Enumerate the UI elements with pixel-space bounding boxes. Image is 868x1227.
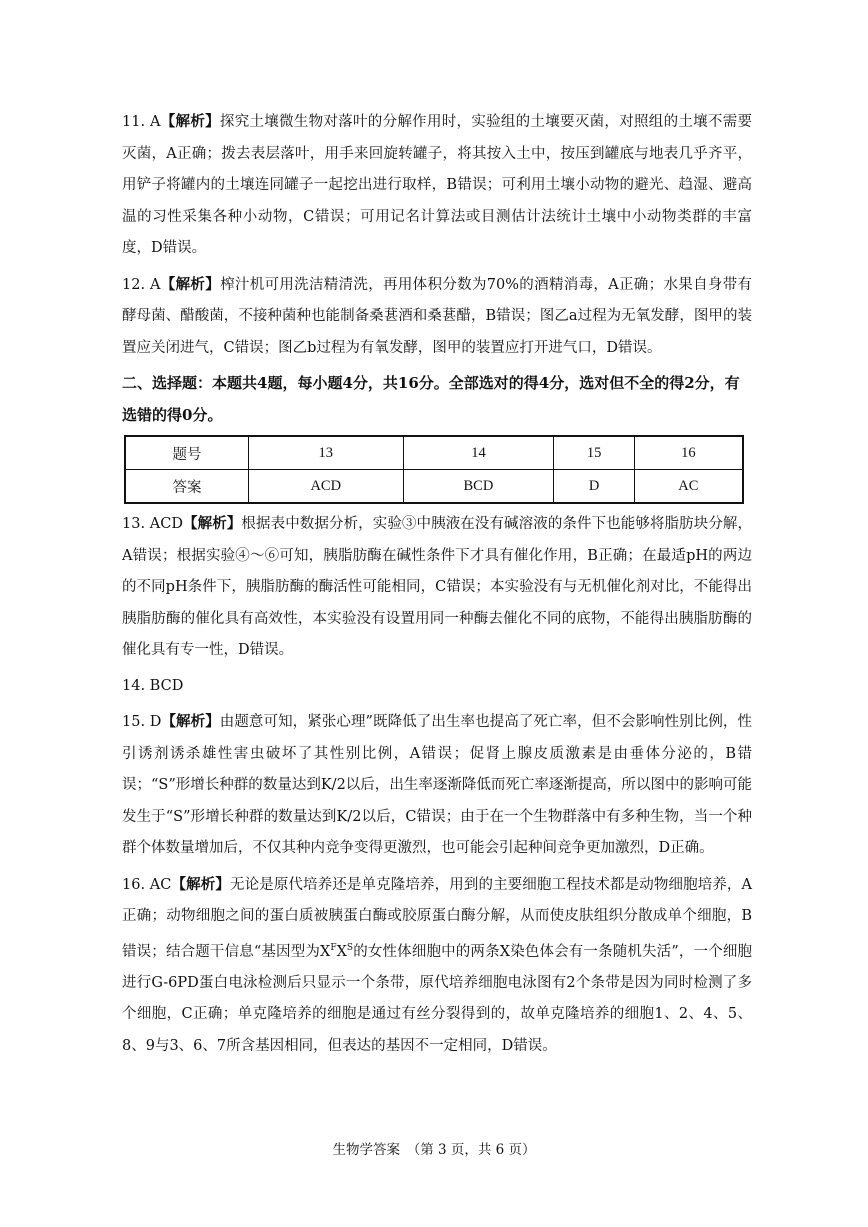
answer-item-13	[122, 508, 752, 667]
table-cell: BCD	[403, 470, 554, 504]
table-row	[125, 470, 743, 504]
table-cell: ACD	[249, 470, 404, 504]
analysis-text: X	[336, 943, 347, 960]
table-cell: AC	[634, 470, 743, 504]
answer-table	[124, 435, 744, 504]
item-number: 15.	[122, 714, 146, 730]
analysis-text: 榨汁机可用洗洁精清洗，再用体积分数为70%的酒精消毒，A正确；水果自身带有酵母菌、醋酸菌，不接种菌种也能制备桑葚酒和桑葚醋，B错误；图乙a过程为无氧发酵，图甲的装置应关闭进气，C错误；图乙b过程为有氧发酵，图甲的装置应打开进气口，D错误。	[122, 276, 753, 356]
analysis-tag: 【解析】	[171, 875, 230, 893]
answer-item-11	[122, 106, 752, 265]
answer-item-12	[122, 269, 752, 365]
analysis-tag: 【解析】	[182, 515, 242, 532]
table-cell: 16	[634, 436, 743, 470]
superscript: S	[346, 942, 354, 953]
item-number: 14.	[122, 677, 146, 694]
analysis-text: 探究土壤微生物对落叶的分解作用时，实验组的土壤要灭菌，对照组的土壤不需要灭菌，A正确；拨去表层落叶，用手来回旋转罐子，将其按入土中，按压到罐底与地表几乎齐平，用铲子将罐内的土壤连同罐子一起挖出进行取样，B错误；可利用土壤小动物的避光、趋湿、避高温的习性采集各种小动物，C错误；可用记名计算法或目测估计法统计土壤中小动物类群的丰富度，D错误。	[122, 114, 753, 256]
answer-page	[122, 106, 752, 1066]
analysis-text: 无论是原代培养还是单克隆培养，用到的主要细胞工程技术都是动物细胞培养，A正确；动物细胞之间的蛋白质被胰蛋白酶或胶原蛋白酶分解，从而使皮肤组织分散成单个细胞，B错误；结合题干信息“基因型为X	[122, 876, 753, 960]
table-cell: 答案	[125, 470, 249, 504]
page-footer: 生物学答案 （第 3 页，共 6 页）	[332, 1142, 536, 1158]
answer-item-14	[122, 671, 752, 703]
item-answer: AC	[149, 876, 172, 893]
table-cell: 14	[403, 436, 554, 470]
item-number: 13.	[122, 516, 146, 532]
item-answer: A	[149, 114, 161, 130]
item-answer: A	[150, 276, 161, 293]
analysis-tag: 【解析】	[161, 713, 220, 730]
item-number: 12.	[122, 276, 146, 293]
item-answer: ACD	[149, 516, 183, 532]
analysis-text: 由题意可知，紧张心理”既降低了出生率也提高了死亡率，但不会影响性别比例，性引诱剂诱杀雄性害虫破坏了其性别比例，A错误；促肾上腺皮质激素是由垂体分泌的，B错误；“S”形增长种群的数量达到K/2以后，出生率逐渐降低而死亡率逐渐提高，所以图中的影响可能发生于“S”形增长种群的数量达到K/2以后，C错误；由于在一个生物群落中有多种生物，当一个种群个体数量增加后，不仅其种内竞争变得更激烈，也可能会引起种间竞争更加激烈，D正确。	[122, 714, 752, 856]
analysis-tag: 【解析】	[160, 113, 220, 130]
analysis-text: 根据表中数据分析，实验③中胰液在没有碱溶液的条件下也能够将脂肪块分解，A错误；根据实验④～⑥可知，胰脂肪酶在碱性条件下才具有催化作用，B正确；在最适pH的两边的不同pH条件下，胰脂肪酶的酶活性可能相同，C错误；本实验没有与无机催化剂对比，不能得出胰脂肪酶的催化具有高效性，本实验没有设置用同一种酶去催化不同的底物，不能得出胰脂肪酶的催化具有专一性，D错误。	[122, 516, 752, 658]
item-answer: D	[149, 714, 162, 730]
answer-item-16	[122, 869, 752, 1063]
table-cell: D	[554, 470, 634, 504]
answer-item-15	[122, 706, 752, 865]
item-number: 16.	[122, 876, 146, 893]
analysis-tag: 【解析】	[160, 275, 221, 293]
table-cell: 题号	[125, 436, 249, 470]
table-cell: 15	[554, 436, 634, 470]
table-cell: 13	[249, 436, 404, 470]
superscript: F	[330, 942, 337, 953]
analysis-text: 的女性体细胞中的两条X染色体会有一条随机失活”，一个细胞进行G-6PD蛋白电泳检测后只显示一个条带，原代培养细胞电泳图有2个条带是因为同时检测了多个细胞，C正确；单克隆培养的细胞是通过有丝分裂得到的，故单克隆培养的细胞1、2、4、5、8、9与3、6、7所含基因相同，但表达的基因不一定相同，D错误。	[122, 943, 752, 1054]
section-heading: 二、选择题：本题共4题，每小题4分，共16分。全部选对的得4分，选对但不全的得2分，有选错的得0分。	[122, 374, 740, 424]
table-row	[125, 436, 743, 470]
item-answer: BCD	[149, 677, 184, 694]
item-number: 11.	[122, 114, 146, 130]
